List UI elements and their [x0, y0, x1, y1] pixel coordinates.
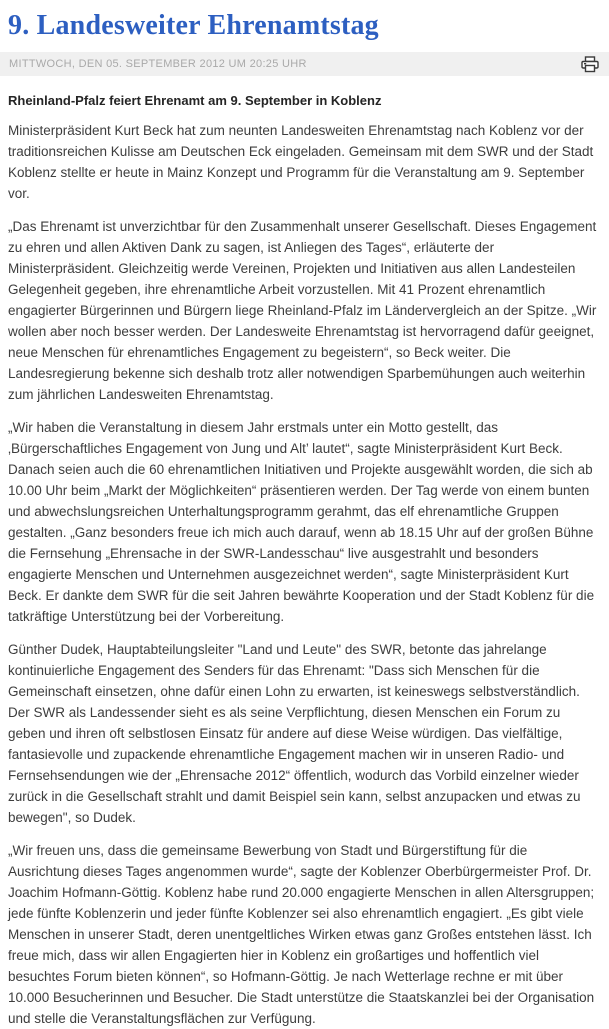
article-paragraph: Ministerpräsident Kurt Beck hat zum neunten Landesweiten Ehrenamtstag nach Koblenz vor der traditionsreichen Kulisse am Deutschen Eck eingeladen. Gemeinsam mit dem SWR und der Stadt Koblenz stellte er heute in Mainz Konzept und Programm für die Veranstaltung am 9. September vor.: [8, 123, 594, 201]
article-paragraph: „Wir freuen uns, dass die gemeinsame Bewerbung von Stadt und Bürgerstiftung für die Ausrichtung dieses Tages angenommen wurde“, sagte der Koblenzer Oberbürgermeister Prof. Dr. Joachim Hofmann-Göttig. Koblenz habe rund 20.000 engagierte Menschen in allen Altersgruppen; jede fünfte Koblenzerin und jeder fünfte Koblenzer sei also ehrenamtlich engagiert. „Es gibt viele Menschen in unserer Stadt, deren unentgeltliches Wirken etwas ganz Großes entstehen lässt. Ich freue mich, dass wir allen Engagierten hier in Koblenz ein großartiges und hoffentlich viel besuchtes Forum bieten können“, so Hofmann-Göttig. Je nach Wetterlage rechne er mit über 10.000 Besucherinnen und Besucher. Die Stadt unterstütze die Staatskanzlei bei der Organisation und stelle die Veranstaltungsflächen zur Verfügung.: [8, 843, 595, 1026]
printer-icon: [581, 56, 599, 73]
article-subheading: Rheinland-Pfalz feiert Ehrenamt am 9. September in Koblenz: [8, 93, 382, 108]
article-paragraph: „Wir haben die Veranstaltung in diesem Jahr erstmals unter ein Motto gestellt, das ‚Bürgerschaftliches Engagement von Jung und Alt’ lautet“, sagte Ministerpräsident Kurt Beck. Danach seien auch die 60 ehrenamtlichen Initiativen und Projekte ausgewählt worden, die sich ab 10.00 Uhr beim „Markt der Möglichkeiten“ präsentieren werden. Der Tag werde von einem bunten und abwechslungsreichen Unterhaltungsprogramm gerahmt, das elf ehrenamtliche Gruppen gestalten. „Ganz besonders freue ich mich auch darauf, wenn ab 18.15 Uhr auf der großen Bühne die Fernsehung „Ehrensache in der SWR-Landesschau“ live ausgestrahlt und besonders engagierte Menschen und Unternehmen ausgezeichnet werden“, sagte Ministerpräsident Kurt Beck. Er dankte dem SWR für die seit Jahren bewährte Kooperation und der Stadt Koblenz für die tatkräftige Unterstützung bei der Vorbereitung.: [8, 420, 595, 624]
date-bar: [0, 52, 609, 76]
article-date: MITTWOCH, DEN 05. SEPTEMBER 2012 UM 20:25 UHR: [9, 58, 307, 70]
page-title: 9. Landesweiter Ehrenamtstag: [8, 10, 379, 41]
article-paragraph: Günther Dudek, Hauptabteilungsleiter "Land und Leute" des SWR, betonte das jahrelange kontinuierliche Engagement des Senders für das Ehrenamt: "Dass sich Menschen für die Gemeinschaft einsetzen, ohne dafür einen Lohn zu erwarten, ist keineswegs selbstverständlich. Der SWR als Landessender sieht es als seine Verpflichtung, diesen Menschen ein Forum zu geben und ihren oft selbstlosen Einsatz für andere auf diese Weise würdigen. Das vielfältige, fantasievolle und zupackende ehrenamtliche Engagement machen wir in unseren Radio- und Fernsehsendungen wie der „Ehrensache 2012“ öffentlich, wodurch das Vorbild einzelner wieder zurück in die Gesellschaft strahlt und damit Beispiel sein kann, selbst anzupacken und etwas zu bewegen", so Dudek.: [8, 642, 581, 825]
article-body: [8, 120, 601, 1029]
article-paragraph: „Das Ehrenamt ist unverzichtbar für den Zusammenhalt unserer Gesellschaft. Dieses Engagement zu ehren und allen Aktiven Dank zu sagen, ist Anliegen des Tages“, erläuterte der Ministerpräsident. Gleichzeitig werde Vereinen, Projekten und Initiativen aus allen Landesteilen Gelegenheit gegeben, ihre ehrenamtliche Arbeit vorzustellen. Mit 41 Prozent ehrenamtlich engagierter Bürgerinnen und Bürgern liege Rheinland-Pfalz im Ländervergleich an der Spitze. „Wir wollen aber noch besser werden. Der Landesweite Ehrenamtstag ist hervorragend dafür geeignet, neue Menschen für ehrenamtliches Engagement zu begeistern“, so Beck weiter. Die Landesregierung bekenne sich deshalb trotz aller notwendigen Sparbemühungen auch weiterhin zum jährlichen Landesweiten Ehrenamtstag.: [8, 219, 597, 402]
print-button[interactable]: [581, 56, 599, 73]
